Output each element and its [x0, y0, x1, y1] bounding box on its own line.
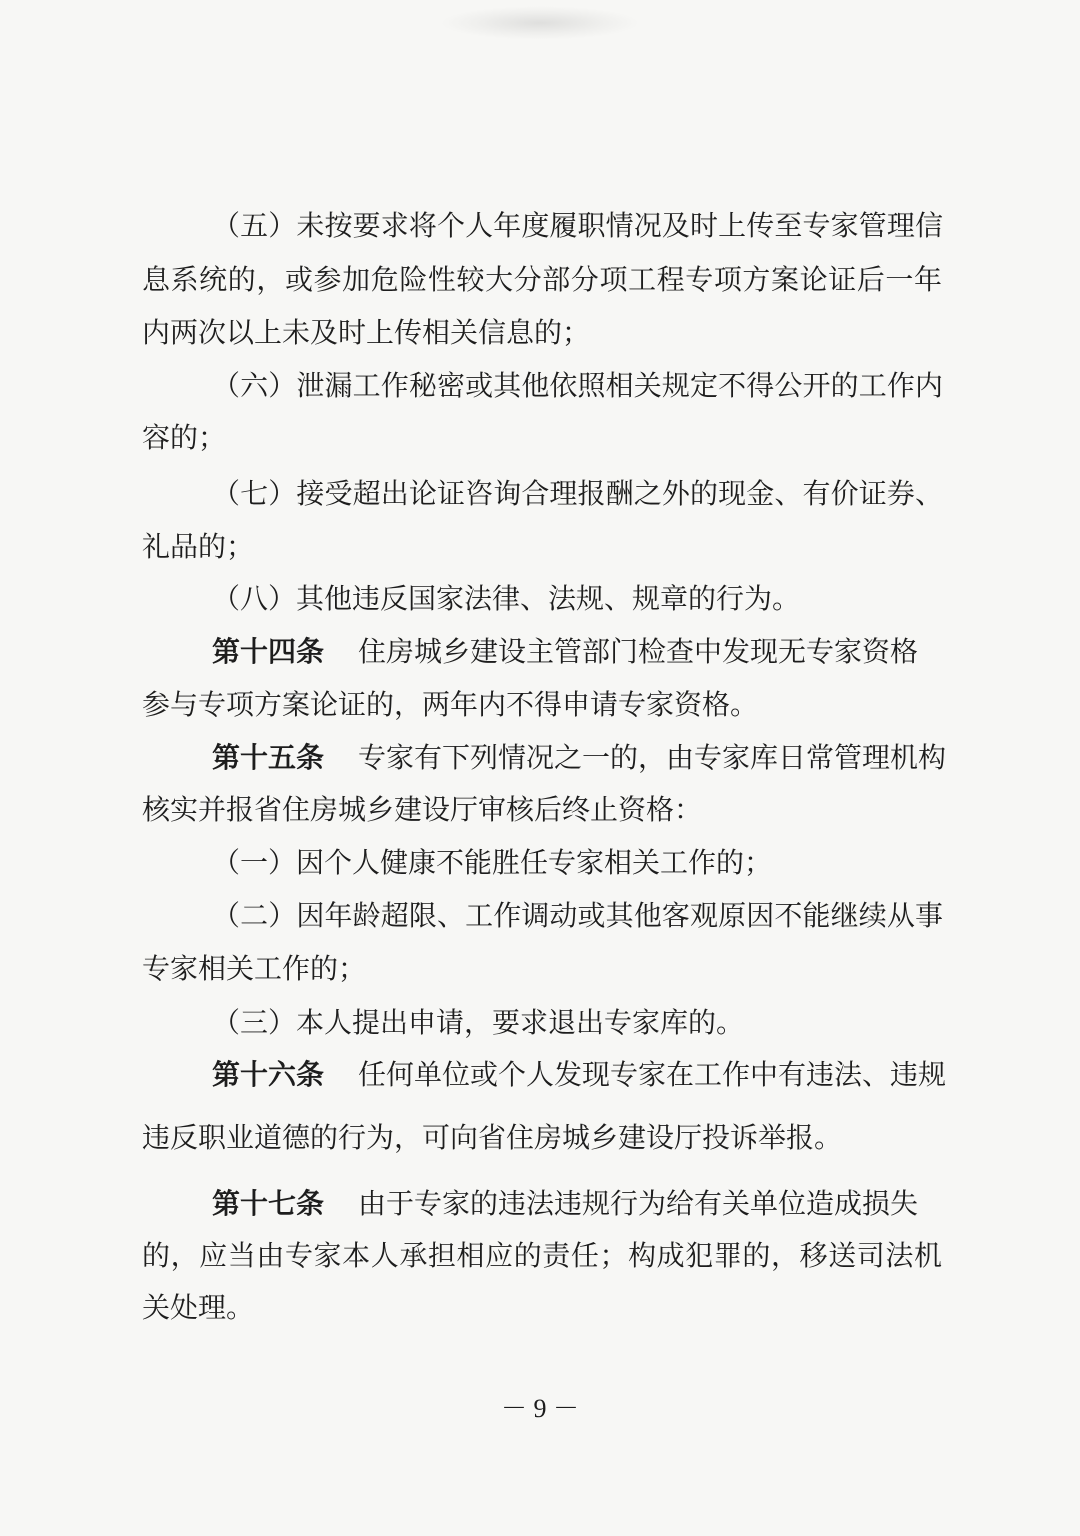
text-line: （五）未按要求将个人年度履职情况及时上传至专家管理信 — [212, 209, 943, 242]
text-line: 关处理。 — [142, 1291, 255, 1324]
text-line: （七）接受超出论证咨询合理报酬之外的现金、有价证券、 — [212, 477, 943, 510]
text-line: 违反职业道德的行为，可向省住房城乡建设厅投诉举报。 — [142, 1121, 843, 1154]
text-line: 礼品的； — [142, 530, 255, 563]
article-17-text: 由于专家的违法违规行为给有关单位造成损失 — [358, 1187, 919, 1220]
text-line: （二）因年龄超限、工作调动或其他客观原因不能继续从事 — [212, 899, 943, 932]
text-line: （八）其他违反国家法律、法规、规章的行为。 — [212, 582, 801, 615]
article-14-text: 住房城乡建设主管部门检查中发现无专家资格 — [358, 635, 919, 668]
scan-smudge — [440, 6, 640, 40]
text-line: 核实并报省住房城乡建设厅审核后终止资格： — [142, 793, 703, 826]
text-line: 参与专项方案论证的，两年内不得申请专家资格。 — [142, 688, 759, 721]
article-14-line — [212, 634, 918, 670]
article-15-text: 专家有下列情况之一的，由专家库日常管理机构 — [358, 741, 947, 774]
text-line: 息系统的，或参加危险性较大分部分项工程专项方案论证后一年 — [142, 263, 942, 296]
text-line: 的，应当由专家本人承担相应的责任；构成犯罪的，移送司法机 — [142, 1239, 942, 1272]
article-16-heading: 第十六条 — [212, 1058, 325, 1091]
article-15-heading: 第十五条 — [212, 741, 325, 774]
text-line: （三）本人提出申请，要求退出专家库的。 — [212, 1006, 745, 1039]
article-14-heading: 第十四条 — [212, 635, 325, 668]
article-17-heading: 第十七条 — [212, 1187, 325, 1220]
article-15-line — [212, 740, 946, 776]
text-line: （六）泄漏工作秘密或其他依照相关规定不得公开的工作内 — [212, 369, 943, 402]
page-number: － 9 － — [500, 1394, 579, 1423]
text-line: 专家相关工作的； — [142, 952, 367, 985]
article-16-line — [212, 1057, 946, 1093]
text-line: 容的； — [142, 421, 227, 454]
article-17-line — [212, 1186, 918, 1222]
text-line: （一）因个人健康不能胜任专家相关工作的； — [212, 846, 773, 879]
article-16-text: 任何单位或个人发现专家在工作中有违法、违规 — [358, 1058, 947, 1091]
text-line: 内两次以上未及时上传相关信息的； — [142, 316, 591, 349]
